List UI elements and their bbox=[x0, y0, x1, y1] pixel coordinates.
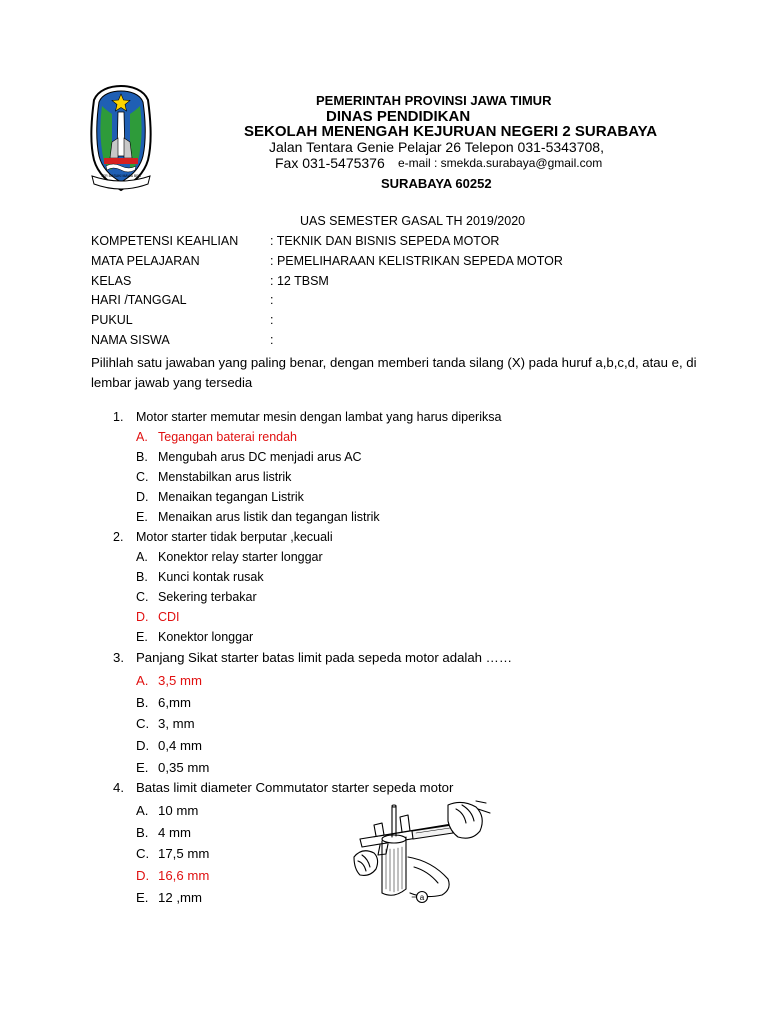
option-letter-correct: A. bbox=[136, 429, 148, 444]
option-letter: B. bbox=[136, 449, 148, 464]
option-text: 12 ,mm bbox=[158, 890, 202, 905]
question-text: Panjang Sikat starter batas limit pada sepeda motor adalah …… bbox=[136, 650, 513, 665]
question-text: Batas limit diameter Commutator starter sepeda motor bbox=[136, 780, 454, 795]
instruction-line-2: lembar jawab yang tersedia bbox=[91, 375, 253, 390]
question-text: Motor starter tidak berputar ,kecuali bbox=[136, 530, 333, 544]
question-number: 4. bbox=[113, 780, 124, 795]
letterhead-school-name: SEKOLAH MENENGAH KEJURUAN NEGERI 2 SURABAYA bbox=[244, 123, 658, 140]
exam-field-value: : bbox=[270, 293, 274, 308]
option-text: Konektor longgar bbox=[158, 629, 254, 644]
question-number: 2. bbox=[113, 530, 124, 544]
exam-field-value: : 12 TBSM bbox=[270, 273, 329, 288]
option-letter-correct: D. bbox=[136, 609, 149, 624]
option-letter: B. bbox=[136, 694, 149, 710]
option-letter: D. bbox=[136, 489, 149, 504]
exam-field-value: : PEMELIHARAAN KELISTRIKAN SEPEDA MOTOR bbox=[270, 253, 563, 268]
exam-field-label: HARI /TANGGAL bbox=[91, 293, 187, 308]
exam-field-label: PUKUL bbox=[91, 313, 133, 328]
option-letter: E. bbox=[136, 890, 149, 905]
option-letter: D. bbox=[136, 738, 150, 754]
option-letter: A. bbox=[136, 549, 148, 564]
option-letter: A. bbox=[136, 802, 149, 818]
exam-field-value: : TEKNIK DAN BISNIS SEPEDA MOTOR bbox=[270, 234, 500, 248]
exam-field-label: KELAS bbox=[91, 273, 132, 288]
option-letter-correct: A. bbox=[136, 672, 149, 688]
letterhead-city: SURABAYA 60252 bbox=[381, 176, 492, 191]
option-text: Sekering terbakar bbox=[158, 589, 257, 604]
exam-field-label: KOMPETENSI KEAHLIAN bbox=[91, 234, 239, 248]
seal-motto: JER BASUKI MAWA BEA bbox=[101, 174, 141, 178]
option-text: Kunci kontak rusak bbox=[158, 569, 264, 584]
option-text-correct: 3,5 mm bbox=[158, 672, 202, 688]
option-text: 0,4 mm bbox=[158, 738, 202, 754]
option-letter: E. bbox=[136, 629, 148, 644]
option-letter: C. bbox=[136, 716, 150, 732]
option-text: Menaikan arus listik dan tegangan listrik bbox=[158, 509, 380, 524]
option-letter: E. bbox=[136, 760, 149, 775]
option-letter: C. bbox=[136, 589, 149, 604]
option-text-correct: CDI bbox=[158, 609, 180, 624]
option-letter: C. bbox=[136, 846, 150, 862]
letterhead-government: PEMERINTAH PROVINSI JAWA TIMUR bbox=[316, 93, 552, 108]
exam-field-value: : bbox=[270, 333, 274, 347]
option-letter: B. bbox=[136, 569, 148, 584]
question-number: 1. bbox=[113, 410, 124, 424]
option-text: 10 mm bbox=[158, 802, 199, 818]
exam-title: UAS SEMESTER GASAL TH 2019/2020 bbox=[300, 214, 526, 228]
option-text-correct: 16,6 mm bbox=[158, 868, 210, 884]
option-letter: B. bbox=[136, 824, 149, 840]
letterhead-fax: Fax 031-5475376 bbox=[275, 155, 385, 171]
option-text: 6,mm bbox=[158, 694, 191, 710]
option-letter: E. bbox=[136, 509, 148, 524]
option-text-correct: Tegangan baterai rendah bbox=[158, 429, 298, 444]
option-text: 0,35 mm bbox=[158, 760, 210, 775]
letterhead-department: DINAS PENDIDIKAN bbox=[326, 108, 471, 125]
option-text: 17,5 mm bbox=[158, 846, 210, 862]
option-text: Menstabilkan arus listrik bbox=[158, 469, 292, 484]
option-text: 3, mm bbox=[158, 716, 195, 732]
option-letter: C. bbox=[136, 469, 149, 484]
instruction-line-1: Pilihlah satu jawaban yang paling benar, dengan memberi tanda silang (X) pada huruf a,b,c,d, atau e, di bbox=[91, 355, 697, 370]
letterhead-email: e-mail : smekda.surabaya@gmail.com bbox=[398, 156, 603, 170]
option-text: Menaikan tegangan Listrik bbox=[158, 489, 304, 504]
exam-field-value: : bbox=[270, 313, 274, 328]
option-text: Mengubah arus DC menjadi arus AC bbox=[158, 449, 362, 464]
option-text: 4 mm bbox=[158, 824, 191, 840]
exam-field-label: NAMA SISWA bbox=[91, 333, 170, 347]
figure-label-a: a bbox=[419, 893, 425, 902]
exam-field-label: MATA PELAJARAN bbox=[91, 253, 200, 268]
caliper-measuring-commutator-illustration bbox=[352, 797, 494, 905]
question-number: 3. bbox=[113, 650, 124, 665]
option-letter-correct: D. bbox=[136, 868, 150, 884]
letterhead-address: Jalan Tentara Genie Pelajar 26 Telepon 031-5343708, bbox=[269, 139, 604, 155]
option-text: Konektor relay starter longgar bbox=[158, 549, 323, 564]
question-text: Motor starter memutar mesin dengan lambat yang harus diperiksa bbox=[136, 410, 502, 424]
